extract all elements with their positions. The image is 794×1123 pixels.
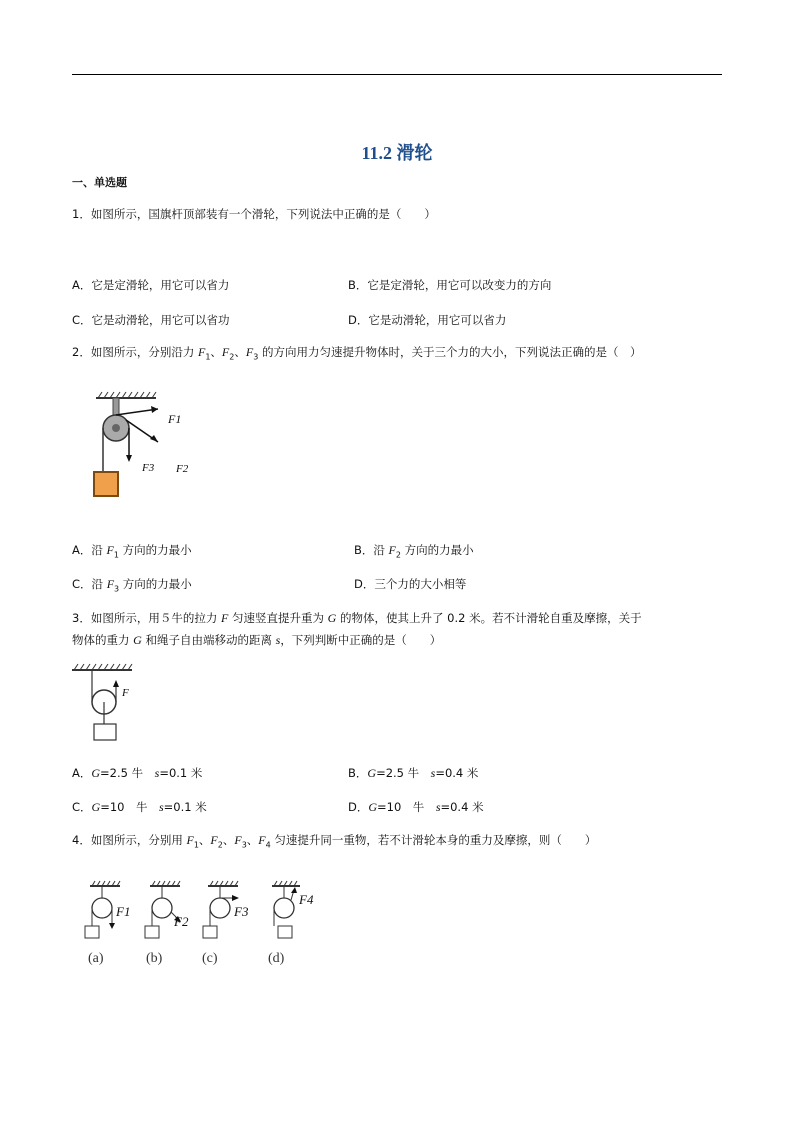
- question-2-stem: 2．如图所示，分别沿力 $F_1$、$F_2$、$F_3$ 的方向用力匀速提升物体时，关于三个力的大小，下列说法正确的是（ ）: [72, 345, 642, 362]
- q4-caption-b: (b): [146, 951, 163, 966]
- q4-figure-b: [145, 881, 181, 938]
- q3-option-a[interactable]: A．G=2.5 牛 s=0.1 米: [72, 766, 203, 780]
- q2-option-a[interactable]: A．沿 $F_1$ 方向的力最小: [72, 543, 192, 560]
- page-title: 11.2 滑轮: [361, 143, 433, 163]
- q4-caption-d: (d): [268, 951, 285, 966]
- q1-option-a[interactable]: A．它是定滑轮，用它可以省力: [72, 278, 230, 292]
- q4-fig-label-f2: F2: [174, 914, 189, 929]
- question-3-stem-line-2: 物体的重力 G 和绳子自由端移动的距离 s，下列判断中正确的是（ ）: [72, 633, 442, 647]
- q3-fig-label-f: F: [122, 687, 129, 699]
- q4-figure-d: [272, 881, 300, 938]
- q4-figure-a: [85, 881, 120, 938]
- q2-option-b[interactable]: B．沿 $F_2$ 方向的力最小: [354, 543, 474, 560]
- q2-option-d[interactable]: D．三个力的大小相等: [354, 577, 467, 591]
- q2-fig-label-f3: F3: [142, 462, 155, 474]
- q3-option-b[interactable]: B．G=2.5 牛 s=0.4 米: [348, 766, 479, 780]
- q4-fig-label-f4: F4: [299, 892, 314, 907]
- q2-pulley-figure: [88, 392, 198, 502]
- question-4-stem: 4．如图所示，分别用 $F_1$、$F_2$、$F_3$、$F_4$ 匀速提升同一重物，若不计滑轮本身的重力及摩擦，则（ ）: [72, 833, 597, 850]
- q1-option-b[interactable]: B．它是定滑轮，用它可以改变力的方向: [348, 278, 552, 292]
- q3-option-c[interactable]: C．G=10 牛 s=0.1 米: [72, 800, 207, 814]
- q1-option-c[interactable]: C．它是动滑轮，用它可以省功: [72, 313, 230, 327]
- q3-option-d[interactable]: D．G=10 牛 s=0.4 米: [348, 800, 484, 814]
- q4-caption-a: (a): [88, 951, 104, 966]
- q1-option-d[interactable]: D．它是动滑轮，用它可以省力: [348, 313, 507, 327]
- q4-fig-label-f1: F1: [116, 904, 131, 919]
- q4-caption-c: (c): [202, 951, 218, 966]
- question-3-stem-line-1: 3．如图所示，用５牛的拉力 F 匀速竖直提升重为 G 的物体，使其上升了 0.2 米。若不计滑轮自重及摩擦，关于: [72, 611, 642, 625]
- q2-fig-label-f2: F2: [176, 463, 189, 475]
- question-1-stem: 1．如图所示，国旗杆顶部装有一个滑轮，下列说法中正确的是（ ）: [72, 207, 436, 221]
- q4-pulley-figures: [80, 880, 340, 972]
- q3-pulley-figure: [72, 664, 142, 744]
- q2-option-c[interactable]: C．沿 $F_3$ 方向的力最小: [72, 577, 192, 594]
- header-rule: [72, 74, 722, 75]
- q2-fig-label-f1: F1: [168, 412, 182, 426]
- q4-fig-label-f3: F3: [234, 904, 249, 919]
- section-heading: 一、单选题: [72, 176, 127, 189]
